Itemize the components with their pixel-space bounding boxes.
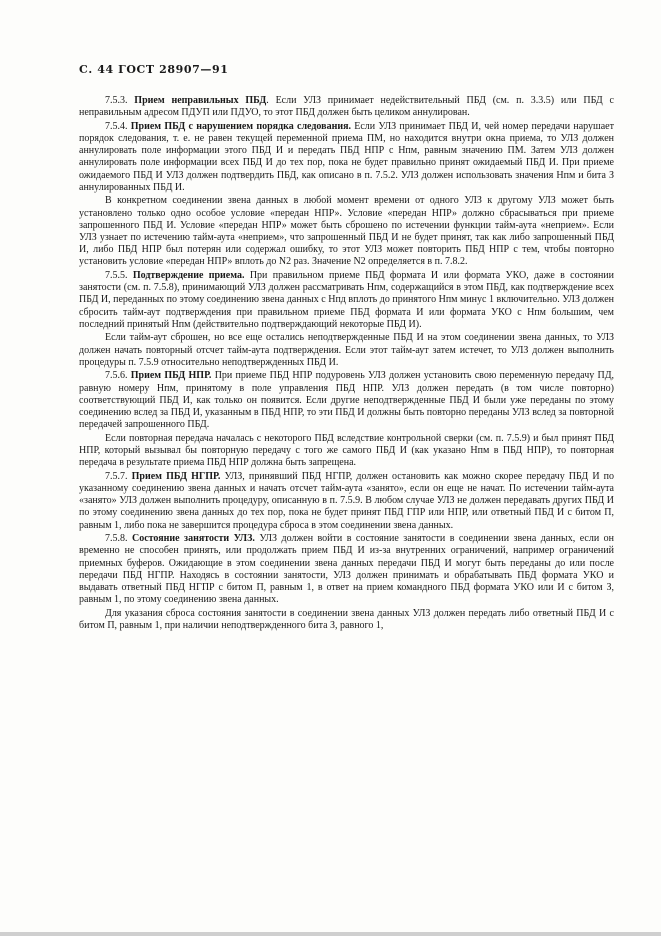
paragraph-text: Для указания сброса состояния занятости в соединении звена данных УЛЗ должен передать либо ответный ПБД И с битом П, равным 1, при наличии неподтвержденного бита З, равного 1,: [79, 607, 614, 632]
clause-title: Прием ПБД с нарушением порядка следования.: [130, 120, 351, 132]
clause-title: Прием ПБД НГПР.: [131, 470, 221, 482]
paragraph-7-5-6: [79, 370, 614, 431]
paragraph-text: . Если УЛЗ принимает недействительный ПБД (см. п. 3.3.5) или ПБД с неправильным адресом ПДУП или ПДУО, то этот ПБД должен быть целиком аннулирован.: [79, 95, 614, 119]
paragraph-7-5-5: [79, 270, 614, 331]
paragraph-npr-condition: [79, 195, 614, 268]
paragraph-text: Если УЛЗ принимает ПБД И, чей номер передачи нарушает порядок следования, т. е. не равен текущей переменной приема ПМ, но находится внутри окна приема, то УЛЗ должен аннулировать поле информации этого ПБД И и передать ПБД НПР с Нпм, равным значению ПМ. Затем УЛЗ должен аннулировать поле информации всех ПБД И до тех пор, пока не будет правильно принят ожидаемый ПБД И. При приеме ожидаемого ПБД И УЛЗ должен подтвердить ПБД, как описано в п. 7.5.2. УЛЗ должен использовать значения Нпм и бита З аннулированных ПБД И.: [79, 120, 614, 193]
clause-number: 7.5.8.: [105, 533, 128, 545]
paragraph-timeout-reset: [79, 332, 614, 369]
paragraph-busy-reset: [79, 608, 614, 632]
clause-title: Прием неправильных ПБД: [134, 95, 267, 106]
page-header: С. 44 ГОСТ 28907—91: [79, 63, 229, 76]
clause-title: Состояние занятости УЛЗ.: [131, 533, 255, 545]
paragraph-text: В конкретном соединении звена данных в любой момент времени от одного УЛЗ к другому УЛЗ может быть установлено только одно особое условие «передан НПР». Условие «передан НПР» должно сбрасываться при приеме запрошенного ПБД И. Условие «передан НПР» может быть сброшено по истечении функции тайм-аута «неприем». Если УЛЗ узнает по истечению тайм-аута «неприем», что запрошенный ПБД И не будет принят, так как либо запрошенный ПБД И, либо ПБД НПР был потерян или содержал ошибку, то этот УЛЗ может повторить ПБД НПР с тем, чтобы повторно установить условие «передан НПР» вплоть до N2 раз. Значение N2 определяется в п. 7.8.2.: [79, 195, 614, 268]
page-bottom-edge: [0, 932, 661, 936]
clause-number: 7.5.4.: [105, 120, 128, 132]
paragraph-7-5-7: [79, 471, 614, 532]
clause-number: 7.5.6.: [105, 370, 128, 382]
paragraph-text: При правильном приеме ПБД формата И или формата УКО, даже в состоянии занятости (см. п. 7.5.8), принимающий УЛЗ должен рассматривать Нпм, содержащийся в этом ПБД, как подтверждение всех ПБД И, переданных по этому соединению звена данных с Нпд вплоть до принятого Нпм минус 1 включительно. УЛЗ должен сбросить тайм-аут подтверждения при правильном приеме ПБД формата И или формата УКО с Нпм большим, чем последний принятый Нпм (действительно подтверждающий некоторые ПБД И).: [79, 270, 614, 330]
paragraph-7-5-4: [79, 121, 614, 194]
paragraph-text: Если тайм-аут сброшен, но все еще остались неподтвержденные ПБД И на этом соединении звена данных, то УЛЗ должен начать повторный отсчет тайм-аута подтверждения. Если этот тайм-аут затем истечет, то УЛЗ должен выполнить процедуры п. 7.5.9 относительно неподтвержденных ПБД И.: [79, 332, 614, 368]
paragraph-7-5-3: [79, 95, 614, 119]
paragraph-text: УЛЗ, принявший ПБД НГПР, должен остановить как можно скорее передачу ПБД И по указанному соединению звена данных и начать отсчет тайм-аута «занято», если он еще не начат. По истечении тайм-аута «занято» УЛЗ должен выполнить процедуру, описанную в п. 7.5.9. В любом случае УЛЗ не должен передавать других ПБД И по этому соединению звена данных до тех пор, пока не будет принят ПБД ГПР или НПР, или ответный ПБД И с битом П, равным 1, либо пока не завершится процедура сброса в этом соединении звена данных.: [79, 470, 614, 531]
clause-title: Прием ПБД НПР.: [130, 370, 212, 382]
paragraph-retransmission: [79, 433, 614, 470]
clause-title: Подтверждение приема.: [132, 270, 245, 282]
paragraph-text: При приеме ПБД НПР подуровень УЛЗ должен установить свою переменную передачу ПД, равную номеру Нпм, принятому в поле управления ПБД НПР. УЛЗ должен передать (в том числе повторно) соответствующий ПБД И, как только он появится. Если другие неподтвержденные ПБД И были уже переданы по этому соединению вслед за ПБД И, указанным в ПБД НПР, то эти ПБД И должны быть повторно переданы УЛЗ вслед за повторной передачей запрошенного ПБД.: [79, 370, 615, 431]
paragraph-7-5-8: [79, 533, 614, 606]
paragraph-text: УЛЗ должен войти в состояние занятости в соединении звена данных, если он временно не способен принять, или продолжать прием ПБД И из-за внутренних ограничений, например ограничений приемных буферов. Ожидающие в этом соединении звена данных передачи ПБД И могут быть переданы до или после передачи ПБД НГПР. Находясь в состоянии занятости, УЛЗ должен принимать и обрабатывать ПБД формата УКО и выдавать ответный ПБД НГПР с битом П, равным 1, в ответ на прием командного ПБД формата УКО или И с битом З, равным 1, по этому соединению звена данных.: [79, 533, 615, 606]
document-body: [79, 95, 614, 634]
paragraph-text: Если повторная передача началась с некоторого ПБД вследствие контрольной сверки (см. п. 7.5.9) и был принят ПБД НПР, который вызывал бы повторную передачу с того же самого ПБД И (как указано Нпм в ПБД НПР), то повторная передача в результате приема ПБД НПР должна быть запрещена.: [79, 432, 614, 469]
clause-number: 7.5.5.: [105, 270, 128, 282]
clause-number: 7.5.7.: [105, 470, 128, 482]
clause-number: 7.5.3.: [105, 95, 128, 106]
